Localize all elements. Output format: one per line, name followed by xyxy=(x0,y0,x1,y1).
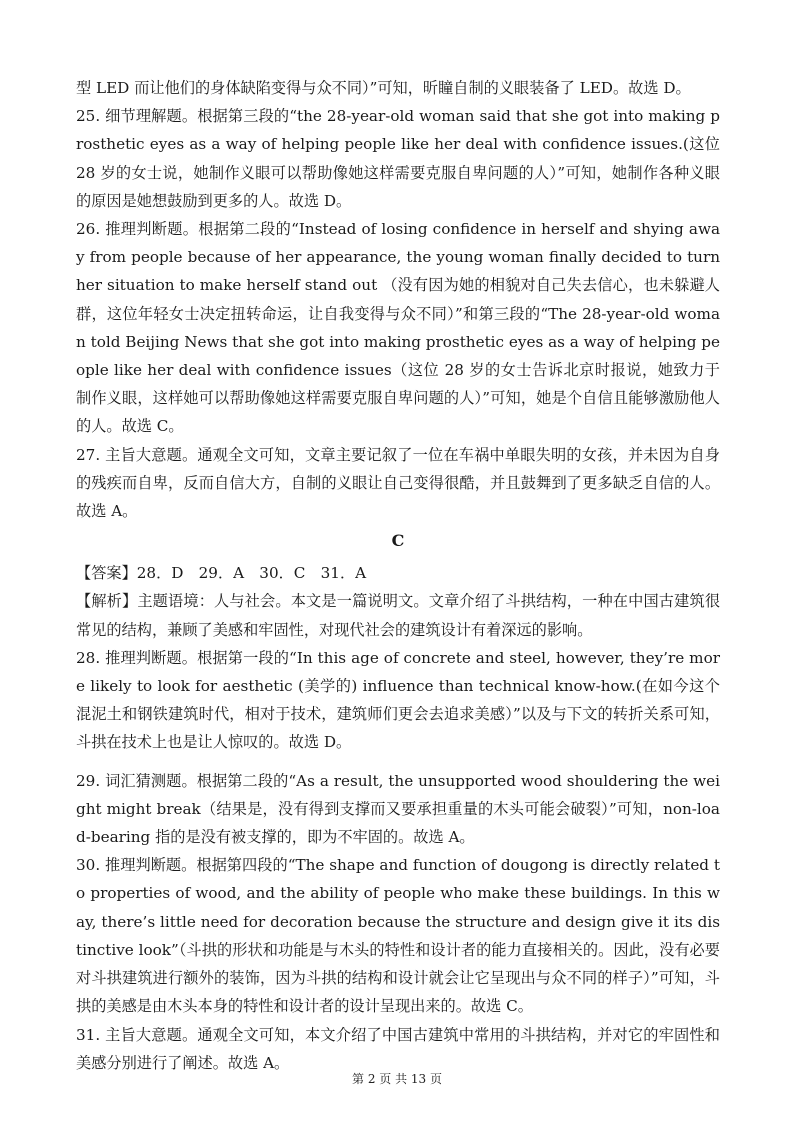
paragraph-24-end: 型 LED 而让他们的身体缺陷变得与众不同）”可知，昕瞳自制的义眼装备了 LED。故选 D。 xyxy=(76,79,691,97)
paragraph-31: 31. 主旨大意题。通观全文可知，本文介绍了中国古建筑中常用的斗拱结构，并对它的牢固性和美感分别进行了阐述。故选 A。 xyxy=(76,1025,720,1072)
document-body xyxy=(76,74,720,1077)
page-footer: 第 2 页 共 13 页 xyxy=(352,1072,442,1086)
paragraph-30: 30. 推理判断题。根据第四段的“The shape and function of dougong is directly related to properties of wood, and the ability of people who make these buildings. In this way, there’s little need for decoration because the structure and design give it its distinctive look”（斗拱的形状和功能是与木头的特性和设计者的能力直接相关的。因此，没有必要对斗拱建筑进行额外的装饰，因为斗拱的结构和设计就会让它呈现出与众不同的样子）”可知，斗拱的美感是由木头本身的特性和设计者的设计呈现出来的。故选 C。 xyxy=(76,856,720,1016)
section-title: C xyxy=(391,531,405,551)
paragraph-29: 29. 词汇猜测题。根据第二段的“As a result, the unsupported wood shouldering the weight might break（结果是，没有得到支撑而又要承担重量的木头可能会破裂）”可知，non-load-bearing 指的是没有被支撑的，即为不牢固的。故选 A。 xyxy=(76,771,720,847)
paragraph-27: 27. 主旨大意题。通观全文可知，文章主要记叙了一位在车祸中单眼失明的女孩，并未因为自身的残疾而自卑，反而自信大方，自制的义眼让自己变得很酷，并且鼓舞到了更多缺乏自信的人。故选 A。 xyxy=(76,445,720,521)
paragraph-28: 28. 推理判断题。根据第一段的“In this age of concrete and steel, however, they’re more likely to look for aesthetic (美学的) influence than technical know-how.(在如今这个混泥土和钢铁建筑时代，相对于技术，建筑师们更会去追求美感）”以及与下文的转折关系可知，斗拱在技术上也是让人惊叹的。故选 D。 xyxy=(76,648,720,752)
answer-line: 【答案】28．D 29．A 30．C 31．A xyxy=(76,564,367,583)
analysis-line: 【解析】主题语境：人与社会。本文是一篇说明文。文章介绍了斗拱结构，一种在中国古建筑很常见的结构，兼顾了美感和牢固性，对现代社会的建筑设计有着深远的影响。 xyxy=(76,592,720,639)
paragraph-26: 26. 推理判断题。根据第二段的“Instead of losing confidence in herself and shying away from people because of her appearance, the young woman finally decided to turn her situation to make herself stand out （没有因为她的相貌对自己失去信心，也未躲避人群，这位年轻女士决定扭转命运，让自我变得与众不同）”和第三段的“The 28-year-old woman told Beijing News that she got into making prosthetic eyes as a way of helping people like her deal with confidence issues（这位 28 岁的女士告诉北京时报说，她致力于制作义眼，这样她可以帮助像她这样需要克服自卑问题的人）”可知，她是个自信且能够激励他人的人。故选 C。 xyxy=(76,220,720,436)
paragraph-25: 25. 细节理解题。根据第三段的“the 28-year-old woman said that she got into making prosthetic eyes as a way of helping people like her deal with confidence issues.(这位 28 岁的女士说，她制作义眼可以帮助像她这样需要克服自卑问题的人）”可知，她制作各种义眼的原因是她想鼓励到更多的人。故选 D。 xyxy=(76,107,720,210)
